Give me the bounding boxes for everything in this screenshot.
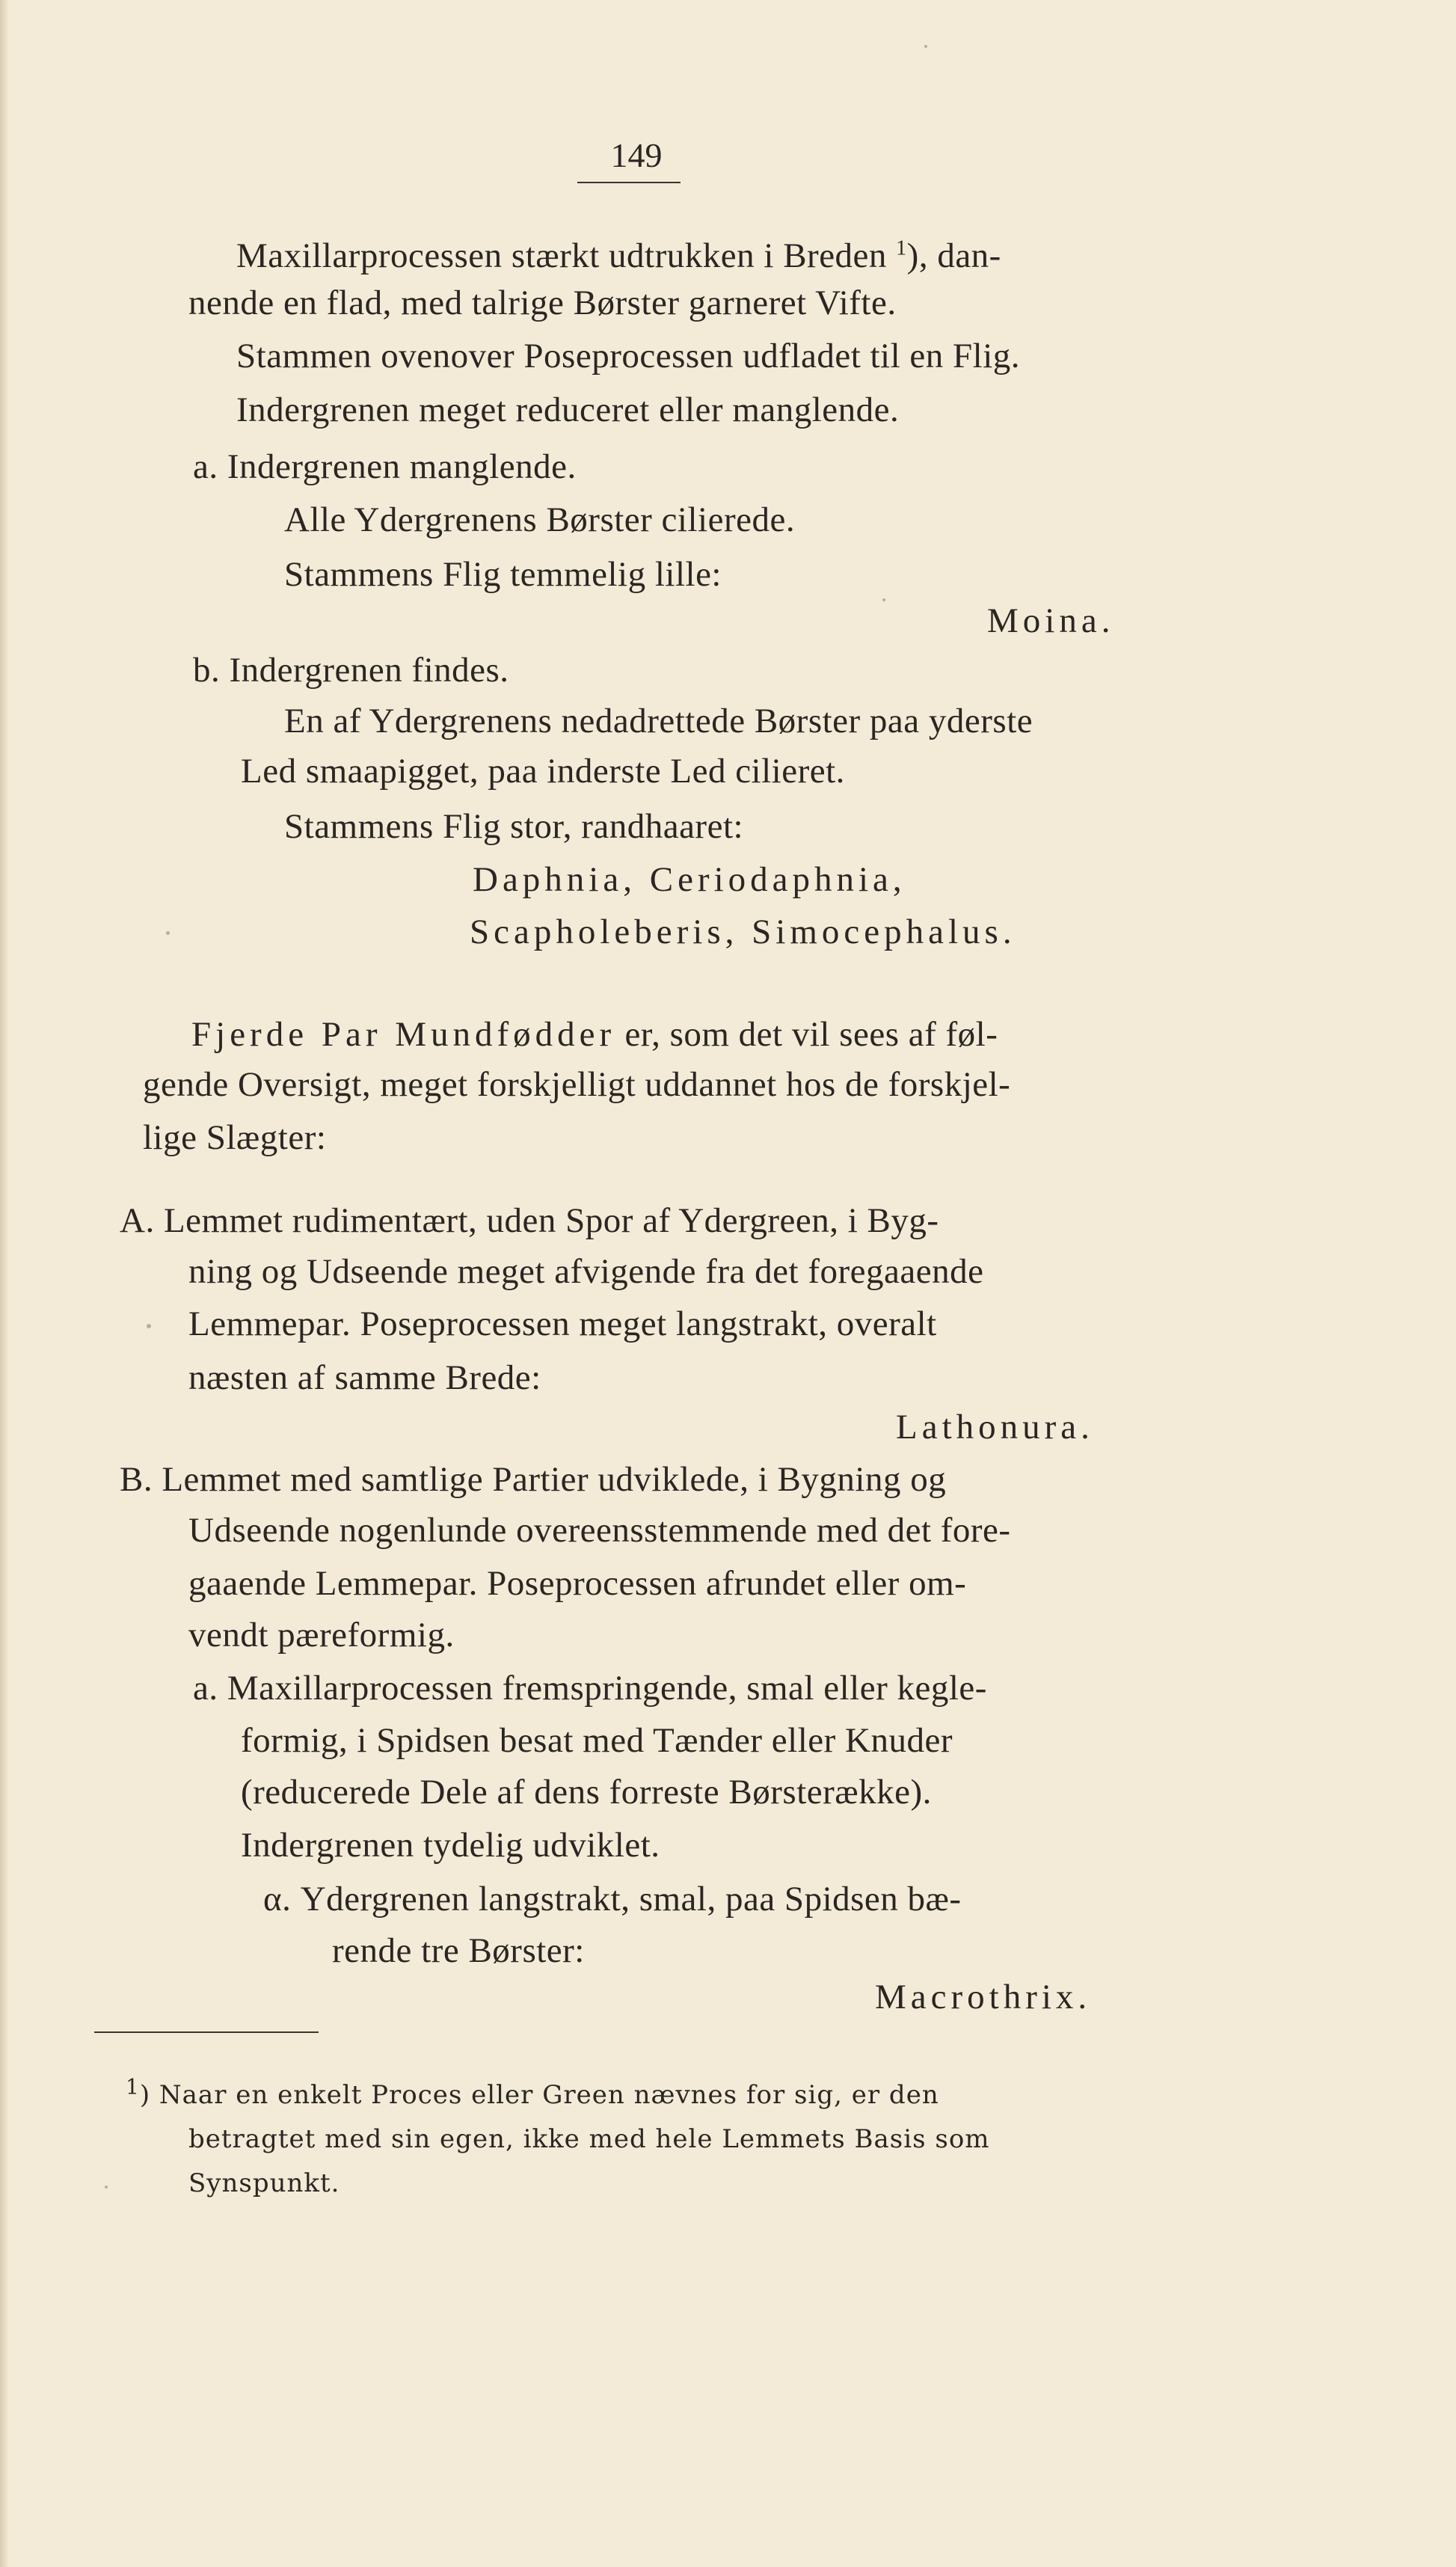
text-line-15-rest: er, som det vil sees af føl- [624,1015,998,1054]
paper-speck [166,931,170,935]
paper-speck [147,1324,151,1328]
text-line-11: Led smaapigget, paa inderste Led cilieret. [241,752,845,791]
footnote-rule [94,2031,319,2033]
text-line-10 [284,699,1226,743]
page-edge [0,0,9,2567]
text-line-26: vendt pæreformig. [188,1616,455,1654]
page-number-rule [577,182,681,183]
paper-speck [105,2186,108,2189]
text-line-21: næsten af samme Brede: [188,1358,541,1397]
text-line-7: Stammens Flig temmelig lille: [284,555,722,594]
text-line-6: Alle Ydergrenens Børster cilierede. [284,500,796,539]
text-line-20: Lemmepar. Poseprocessen meget langstrakt, overalt [188,1304,937,1343]
genus-names-1: Daphnia, Ceriodaphnia, [473,860,906,899]
text-line-29: (reducerede Dele af dens forreste Børsterække). [241,1773,932,1812]
text-line-1 [236,233,1227,278]
footnote-ref: 1 [896,236,907,260]
text-line-2: nende en flad, med talrige Børster garneret Vifte. [188,283,897,322]
text-line-28: formig, i Spidsen besat med Tænder eller Knuder [241,1721,953,1760]
text-line-16: gende Oversigt, meget forskjelligt uddannet hos de forskjel- [143,1065,1011,1104]
text-line-30: Indergrenen tydelig udviklet. [241,1826,660,1865]
text-line-17: lige Slægter: [143,1118,327,1157]
genus-name-lathonura: Lathonura. [896,1408,1094,1447]
text-line-1-main: Maxillarprocessen stærkt udtrukken i Breden [236,236,887,275]
text-line-25: gaaende Lemmepar. Poseprocessen afrundet eller om- [188,1564,967,1603]
text-line-4: Indergrenen meget reduceret eller manglende. [236,390,900,429]
text-line-1-end: ), dan- [906,236,1001,275]
text-line-24: Udseende nogenlunde overeensstemmende med det fore- [188,1511,1011,1550]
footnote-marker: 1 [126,2074,140,2100]
text-line-23: B. Lemmet med samtlige Partier udviklede, i Bygning og [120,1460,947,1499]
paper-speck [924,45,927,48]
text-line-15 [191,1012,998,1057]
text-line-18: A. Lemmet rudimentært, uden Spor af Ydergreen, i Byg- [120,1201,939,1240]
text-line-32: rende tre Børster: [332,1931,585,1970]
text-line-19: ning og Udseende meget afvigende fra det foregaaende [188,1252,984,1291]
genus-name-macrothrix: Macrothrix. [875,1978,1092,2017]
page-number: 149 [610,136,663,174]
text-line-9: b. Indergrenen findes. [193,651,509,690]
text-line-31: α. Ydergrenen langstrakt, smal, paa Spidsen bæ- [263,1880,962,1919]
text-line-15-spaced: Fjerde Par Mundfødder [191,1015,616,1054]
footnote-line-1 [126,2076,939,2114]
text-line-10-text: En af Ydergrenens nedadrettede Børster paa yderste [284,702,1033,740]
genus-name-moina: Moina. [987,601,1115,640]
footnote-line-2: betragtet med sin egen, ikke med hele Lemmets Basis som [188,2124,990,2154]
paper-speck [882,598,885,601]
text-line-3: Stammen ovenover Poseprocessen udfladet til en Flig. [236,337,1021,375]
text-line-12: Stammens Flig stor, randhaaret: [284,807,744,846]
footnote-line-1-text: ) Naar en enkelt Proces eller Green nævnes for sig, er den [139,2080,939,2110]
genus-names-2: Scapholeberis, Simocephalus. [470,913,1016,951]
text-line-27: a. Maxillarprocessen fremspringende, smal eller kegle- [193,1669,987,1708]
footnote-line-3: Synspunkt. [188,2168,340,2198]
text-line-5: a. Indergrenen manglende. [193,447,577,486]
